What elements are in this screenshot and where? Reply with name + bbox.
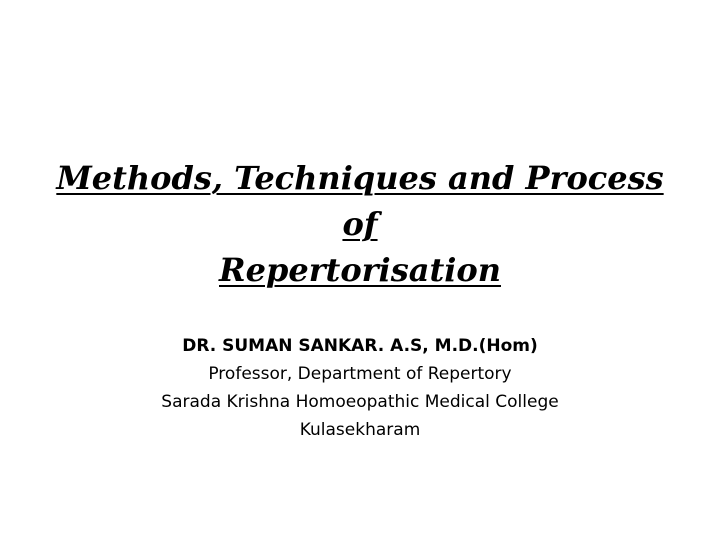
title-line-2 <box>0 201 720 247</box>
title-line-1 <box>0 155 720 201</box>
slide-subtitle <box>0 332 720 444</box>
author-position: Professor, Department of Repertory <box>208 364 512 384</box>
title-text-2: of <box>342 205 378 243</box>
slide-title <box>0 155 720 293</box>
title-line-3 <box>0 247 720 293</box>
title-text-1: Methods, Techniques and Process <box>56 159 664 197</box>
author-location: Kulasekharam <box>299 420 421 440</box>
author-name: DR. SUMAN SANKAR. A.S, M.D.(Hom) <box>182 336 538 356</box>
author-institution: Sarada Krishna Homoeopathic Medical College <box>161 392 559 412</box>
title-text-3: Repertorisation <box>219 251 501 289</box>
